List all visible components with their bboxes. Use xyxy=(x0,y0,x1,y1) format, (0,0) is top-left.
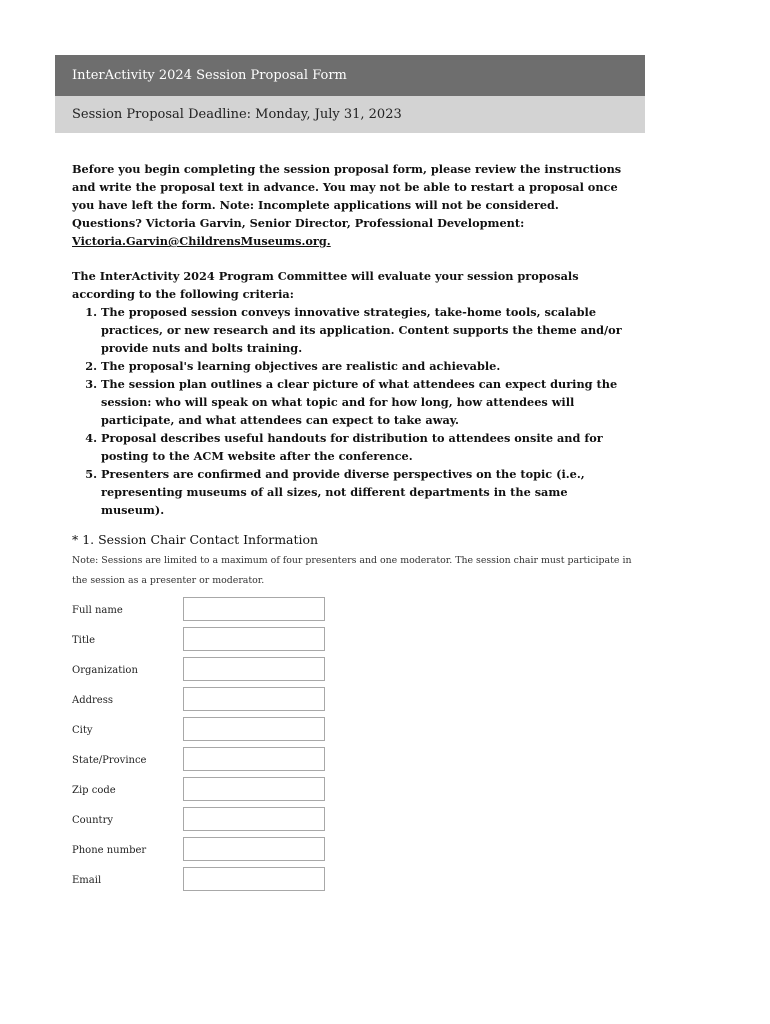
field-row-email xyxy=(72,867,632,897)
field-row-full-name xyxy=(72,597,632,627)
field-row-organization xyxy=(72,657,632,687)
form-content xyxy=(72,160,632,897)
phone-number-input[interactable] xyxy=(183,837,325,861)
field-row-city xyxy=(72,717,632,747)
field-row-title xyxy=(72,627,632,657)
title-label: Title xyxy=(72,635,96,646)
field-row-phone-number xyxy=(72,837,632,867)
phone-number-label: Phone number xyxy=(72,845,147,856)
address-label: Address xyxy=(72,695,113,706)
form-title: InterActivity 2024 Session Proposal Form xyxy=(72,68,347,83)
field-row-state-province xyxy=(72,747,632,777)
criteria-intro: The InterActivity 2024 Program Committee will evaluate your session proposals according to the following criteria: xyxy=(72,269,579,301)
deadline-text: Session Proposal Deadline: Monday, July 31, 2023 xyxy=(72,107,402,122)
email-label: Email xyxy=(72,875,102,886)
intro-paragraph xyxy=(72,160,632,250)
city-label: City xyxy=(72,725,93,736)
country-label: Country xyxy=(72,815,114,826)
criteria-item: 4. Proposal describes useful handouts for distribution to attendees onsite and for posting to the ACM website after the conference. xyxy=(101,429,632,465)
form-title-bar xyxy=(55,55,645,96)
address-input[interactable] xyxy=(183,687,325,711)
question-note: Note: Sessions are limited to a maximum of four presenters and one moderator. The session chair must participate in the session as a presenter or moderator. xyxy=(72,555,632,586)
city-input[interactable] xyxy=(183,717,325,741)
criteria-item: 2. The proposal's learning objectives are realistic and achievable. xyxy=(101,357,632,375)
full-name-input[interactable] xyxy=(183,597,325,621)
question-title: * 1. Session Chair Contact Information xyxy=(72,532,319,547)
criteria-item: 1. The proposed session conveys innovative strategies, take-home tools, scalable practices, or new research and its application. Content supports the theme and/or provide nuts and bolts training. xyxy=(101,303,632,357)
state-province-input[interactable] xyxy=(183,747,325,771)
criteria-item: 3. The session plan outlines a clear picture of what attendees can expect during the session: who will speak on what topic and for how long, how attendees will participate, and what attendees can expect to take away. xyxy=(101,375,632,429)
full-name-label: Full name xyxy=(72,605,123,616)
organization-input[interactable] xyxy=(183,657,325,681)
field-row-zip-code xyxy=(72,777,632,807)
email-input[interactable] xyxy=(183,867,325,891)
intro-text: Before you begin completing the session proposal form, please review the instructions and write the proposal text in advance. You may not be able to restart a proposal once you have left the form. Note: Incomplete applications will not be considered. Questions? Victoria Garvin, Senior Director, Professional Development: xyxy=(72,162,622,230)
title-input[interactable] xyxy=(183,627,325,651)
criteria-item: 5. Presenters are confirmed and provide diverse perspectives on the topic (i.e., representing museums of all sizes, not different departments in the same museum). xyxy=(101,465,632,519)
field-row-country xyxy=(72,807,632,837)
zip-code-input[interactable] xyxy=(183,777,325,801)
criteria-list xyxy=(72,303,632,519)
state-province-label: State/Province xyxy=(72,755,147,766)
country-input[interactable] xyxy=(183,807,325,831)
field-row-address xyxy=(72,687,632,717)
contact-email-link[interactable]: Victoria.Garvin@ChildrensMuseums.org. xyxy=(72,234,331,248)
organization-label: Organization xyxy=(72,665,138,676)
deadline-bar xyxy=(55,96,645,133)
contact-fields xyxy=(72,597,632,897)
zip-code-label: Zip code xyxy=(72,785,116,796)
